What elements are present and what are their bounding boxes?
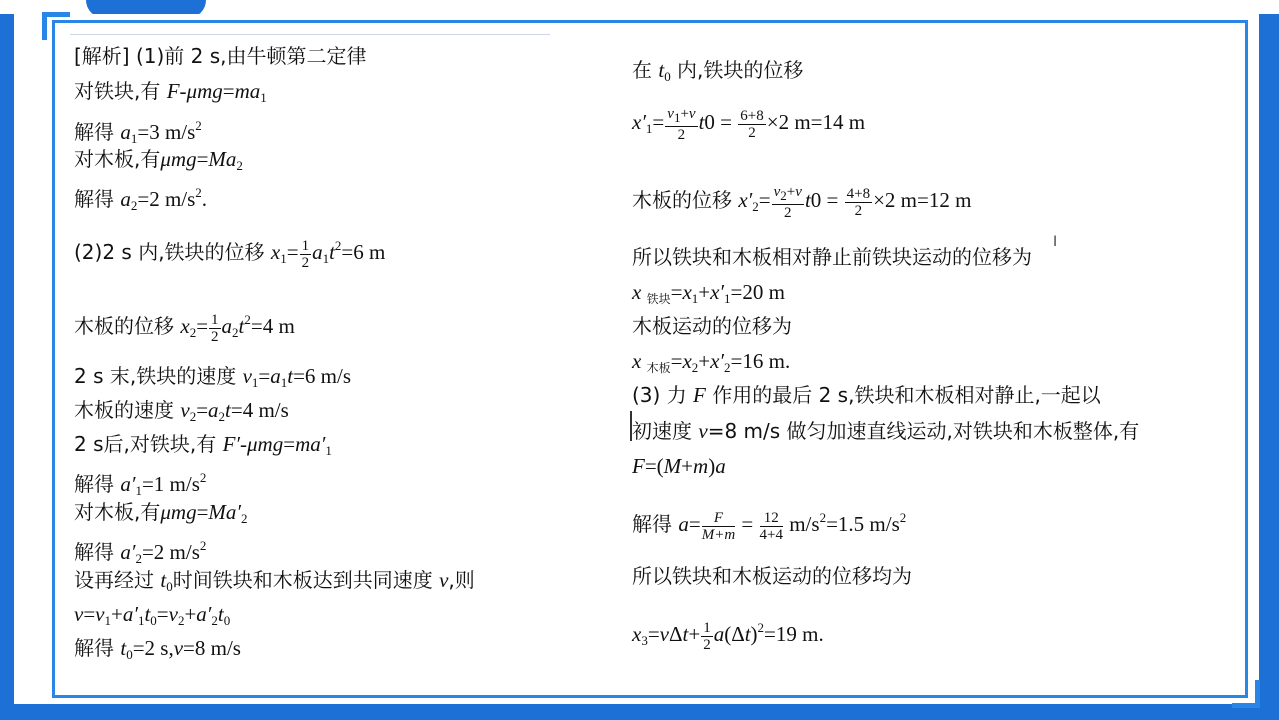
text: =8 m/s 做匀加速直线运动,对铁块和木板整体,有 <box>707 419 1140 443</box>
text: 木板的位移 <box>632 188 739 212</box>
line-x2-prime-equation <box>632 180 971 227</box>
line-displacement-both-header <box>632 562 912 590</box>
subscript: 1 <box>130 131 138 146</box>
symbol: a <box>208 398 219 422</box>
symbol: + <box>698 349 711 373</box>
text: 2 s 末,铁块的速度 <box>74 364 243 388</box>
fraction <box>665 106 697 143</box>
value: m/s <box>783 512 820 536</box>
numerator: 12 <box>760 510 783 527</box>
fraction <box>702 510 735 543</box>
text: 解得 <box>632 512 679 536</box>
value: =16 m. <box>730 349 791 373</box>
numerator: 1 <box>703 619 711 636</box>
symbol: M <box>663 454 682 478</box>
symbol: v <box>74 602 84 626</box>
symbol: v <box>698 419 708 443</box>
symbol: a′ <box>120 540 136 564</box>
symbol: F <box>166 79 180 103</box>
symbol: t <box>329 240 335 264</box>
subscript: 1 <box>104 613 111 628</box>
symbol: Δ <box>669 622 683 646</box>
symbol: x <box>682 349 692 373</box>
symbol: ) <box>708 454 716 478</box>
symbol: x′ <box>710 280 725 304</box>
denominator: 2 <box>703 636 711 653</box>
subscript: 2 <box>752 199 759 214</box>
line-board-displacement-header <box>632 312 792 340</box>
symbol: . <box>201 187 208 211</box>
line-velocity-equation <box>74 600 230 635</box>
line-after-2s-iron <box>74 430 332 465</box>
symbol: + <box>698 280 711 304</box>
text: 2 s后,对铁块,有 <box>74 432 223 456</box>
subscript: 2 <box>135 551 142 566</box>
symbol: t <box>225 398 231 422</box>
subscript: 0 <box>664 69 671 84</box>
symbol: x <box>632 622 642 646</box>
numerator: 1 <box>301 237 310 254</box>
symbol: = <box>196 398 209 422</box>
denominator: 2 <box>677 126 686 143</box>
subscript: 2 <box>236 158 243 173</box>
symbol: t <box>804 188 811 212</box>
symbol: a′ <box>196 602 212 626</box>
text: (2)2 s 内,铁块的位移 <box>74 240 271 264</box>
symbol: ) <box>750 622 758 646</box>
symbol: a′ <box>122 602 138 626</box>
value: =2 m/s <box>137 187 196 211</box>
text: 作用的最后 2 s,铁块和木板相对静止,一起以 <box>705 383 1101 407</box>
symbol: = <box>688 512 701 536</box>
subscript: 2 <box>130 198 138 213</box>
symbol: μmg <box>186 79 223 103</box>
symbol: + <box>681 454 694 478</box>
text: 设再经过 <box>74 568 161 592</box>
subscript: 1 <box>251 375 259 390</box>
subscript: 2 <box>218 409 226 424</box>
value: =6 m <box>341 240 386 264</box>
denominator: 2 <box>211 328 219 345</box>
subscript: 1 <box>280 375 288 390</box>
symbol: v <box>168 602 178 626</box>
symbol: = <box>196 147 209 171</box>
symbol: 0 <box>810 188 822 212</box>
symbol: = <box>258 364 271 388</box>
fraction <box>845 186 872 219</box>
symbol: a <box>713 622 725 646</box>
symbol: t <box>658 58 665 82</box>
symbol: (Δ <box>724 622 745 646</box>
line-x1-prime-equation <box>632 102 865 149</box>
line-x3-equation <box>632 608 824 661</box>
symbol: x <box>180 314 190 338</box>
symbol: μmg <box>160 500 197 524</box>
symbol: = <box>283 432 296 456</box>
text: 对铁块,有 <box>74 79 167 103</box>
value: =1 m/s <box>141 472 200 496</box>
subscript: 2 <box>177 613 185 628</box>
fraction <box>738 108 765 141</box>
symbol: t <box>682 622 689 646</box>
subscript: 1 <box>322 251 330 266</box>
subscript: 2 <box>189 409 197 424</box>
text: ,则 <box>448 568 475 592</box>
subscript: 1 <box>135 483 142 498</box>
symbol: = <box>670 280 683 304</box>
value: =8 m/s <box>183 636 241 660</box>
value: =2 s, <box>132 636 174 660</box>
value: =4 m/s <box>230 398 289 422</box>
symbol: t <box>144 602 151 626</box>
denominator: 4+4 <box>759 526 783 543</box>
symbol: t <box>287 364 294 388</box>
fraction <box>209 312 221 345</box>
denominator: 2 <box>301 254 310 271</box>
denominator: 2 <box>784 204 792 221</box>
text: 木板运动的位移为 <box>632 314 792 338</box>
symbol: m <box>693 454 709 478</box>
text: 对木板,有 <box>74 500 161 524</box>
symbol: t <box>160 568 167 592</box>
subscript: 铁块 <box>646 292 671 306</box>
symbol: t <box>744 622 751 646</box>
symbol: x <box>270 240 281 264</box>
denominator: 2 <box>748 124 756 141</box>
symbol: μmg <box>247 432 284 456</box>
subscript: 1 <box>724 291 731 306</box>
text: 木板的速度 <box>74 398 181 422</box>
fraction <box>760 510 783 543</box>
line-board-velocity <box>74 396 289 431</box>
text: 初速度 <box>632 419 699 443</box>
mouse-cursor-icon: I <box>1053 234 1058 250</box>
fraction <box>701 620 713 653</box>
symbol: = <box>758 188 771 212</box>
superscript: 2 <box>195 185 202 200</box>
numerator <box>772 184 804 205</box>
symbol: = <box>670 349 683 373</box>
text: 所以铁块和木板运动的位移均为 <box>632 564 912 588</box>
symbol: v <box>173 636 184 660</box>
value: =1.5 m/s <box>826 512 900 536</box>
line-t0-iron-displacement-header <box>632 56 803 91</box>
symbol: = <box>652 110 665 134</box>
text: 解得 <box>74 187 121 211</box>
text: 解得 <box>74 472 121 496</box>
symbol: F′ <box>222 432 240 456</box>
symbol: + <box>111 602 123 626</box>
symbol: v <box>795 183 802 200</box>
subscript: 木板 <box>646 361 671 375</box>
subscript: 2 <box>189 325 197 340</box>
symbol: ma′ <box>295 432 326 456</box>
symbol: = <box>736 512 759 536</box>
line-board-equation <box>74 145 243 180</box>
subscript: 1 <box>645 121 653 136</box>
text: 木板的位移 <box>74 314 181 338</box>
line-x-board-total <box>632 347 790 382</box>
symbol: + <box>786 183 796 200</box>
symbol: v <box>688 105 696 122</box>
symbol: v <box>667 105 674 122</box>
superscript: 2 <box>757 620 765 635</box>
symbol: t <box>120 636 127 660</box>
symbol: = <box>83 602 96 626</box>
symbol: v <box>242 364 252 388</box>
symbol: = <box>286 240 299 264</box>
symbol: x′ <box>710 349 725 373</box>
symbol: a <box>270 364 281 388</box>
subscript: 3 <box>641 633 648 648</box>
superscript: 2 <box>899 510 907 525</box>
symbol: = <box>821 188 844 212</box>
numerator: 6+8 <box>740 107 764 124</box>
header-rule <box>70 34 550 35</box>
subscript: 0 <box>223 613 231 628</box>
line-relative-rest-header <box>632 243 1032 271</box>
symbol: + <box>184 602 197 626</box>
numerator: F <box>702 510 735 527</box>
symbol: a <box>715 454 726 478</box>
line-part3-intro <box>632 381 1101 409</box>
value: =19 m. <box>764 622 824 646</box>
symbol: v <box>659 622 669 646</box>
numerator <box>665 106 697 127</box>
symbol: a <box>120 120 131 144</box>
symbol: = <box>156 602 169 626</box>
symbol: v <box>180 398 190 422</box>
value: =20 m <box>730 280 785 304</box>
symbol: x <box>682 280 692 304</box>
symbol: - <box>240 432 247 456</box>
symbol: ma <box>234 79 261 103</box>
symbol: a <box>312 240 323 264</box>
subscript: 2 <box>241 511 248 526</box>
fraction <box>300 238 312 271</box>
superscript: 2 <box>334 238 342 253</box>
subscript: 1 <box>691 291 699 306</box>
line-iron-velocity <box>74 362 351 397</box>
symbol: = <box>714 110 738 134</box>
superscript: 2 <box>199 538 207 553</box>
text: (3) 力 <box>632 383 694 407</box>
line-analysis-header <box>74 42 367 70</box>
symbol: t <box>217 602 224 626</box>
value: ×2 m=14 m <box>766 110 866 134</box>
symbol: F <box>632 454 645 478</box>
subscript: 2 <box>691 360 699 375</box>
line-board-displacement <box>74 300 295 353</box>
symbol: x′ <box>738 188 753 212</box>
symbol: = <box>196 500 209 524</box>
line-x-iron-total <box>632 278 785 313</box>
symbol: a <box>221 314 233 338</box>
subscript: 0 <box>150 613 157 628</box>
line-part3-initial-velocity <box>632 417 1139 445</box>
symbol: = <box>647 622 660 646</box>
subscript: 2 <box>232 325 239 340</box>
symbol: - <box>179 79 187 103</box>
fraction <box>772 184 804 221</box>
symbol: a <box>120 187 131 211</box>
symbol: x <box>632 349 647 373</box>
value: =2 m/s <box>141 540 200 564</box>
text: 所以铁块和木板相对静止前铁块运动的位移为 <box>632 245 1032 269</box>
superscript: 2 <box>244 312 251 327</box>
symbol: a′ <box>120 472 136 496</box>
line-after-2s-board <box>74 498 248 533</box>
line-t0-result <box>74 634 241 669</box>
subscript: 1 <box>673 109 681 125</box>
denominator: M+m <box>701 526 736 543</box>
line-a2-result <box>74 179 207 220</box>
symbol: = <box>196 314 209 338</box>
symbol: t <box>238 314 245 338</box>
line-iron-displacement <box>74 226 385 279</box>
symbol: =( <box>644 454 664 478</box>
symbol: a <box>678 512 689 536</box>
symbol: x′ <box>632 110 646 134</box>
text: 解得 <box>74 636 121 660</box>
line-newton-whole <box>632 452 726 480</box>
subscript: 1 <box>325 443 332 458</box>
line-common-velocity-setup <box>74 566 475 601</box>
subscript: 2 <box>780 187 787 203</box>
value: ×2 m=12 m <box>873 188 972 212</box>
numerator: 1 <box>211 311 219 328</box>
text: 时间铁块和木板达到共同速度 <box>172 568 440 592</box>
symbol: + <box>680 105 689 122</box>
text: 内,铁块的位移 <box>670 58 804 82</box>
superscript: 2 <box>819 510 827 525</box>
symbol: v <box>439 568 449 592</box>
corner-decoration-bottom-right <box>1232 680 1260 708</box>
symbol: = <box>222 79 235 103</box>
symbol: Ma <box>208 147 237 171</box>
text: [解析] (1)前 2 s,由牛顿第二定律 <box>74 44 367 68</box>
subscript: 0 <box>166 579 173 594</box>
text: 对木板,有 <box>74 147 161 171</box>
subscript: 0 <box>126 647 133 662</box>
subscript: 2 <box>211 613 218 628</box>
superscript: 2 <box>199 470 207 485</box>
symbol: v <box>95 602 105 626</box>
symbol: t <box>698 110 705 134</box>
symbol: x <box>632 280 647 304</box>
subscript: 1 <box>260 90 267 105</box>
corner-decoration-top-left <box>42 12 70 40</box>
value: =6 m/s <box>293 364 352 388</box>
symbol: μmg <box>160 147 197 171</box>
value: =4 m <box>250 314 295 338</box>
text: 解得 <box>74 120 121 144</box>
subscript: 2 <box>724 360 731 375</box>
symbol: F <box>693 383 706 407</box>
superscript: 2 <box>195 118 202 133</box>
symbol: v <box>773 183 781 200</box>
value: =3 m/s <box>137 120 196 144</box>
text: 在 <box>632 58 659 82</box>
text: 解得 <box>74 540 121 564</box>
numerator: 4+8 <box>846 185 871 202</box>
subscript: 1 <box>137 613 145 628</box>
subscript: 1 <box>280 251 287 266</box>
line-acceleration-result <box>632 498 906 544</box>
denominator: 2 <box>854 202 863 219</box>
symbol: Ma′ <box>208 500 242 524</box>
line-iron-block-equation <box>74 77 267 112</box>
symbol: + <box>688 622 701 646</box>
symbol: 0 <box>704 110 715 134</box>
